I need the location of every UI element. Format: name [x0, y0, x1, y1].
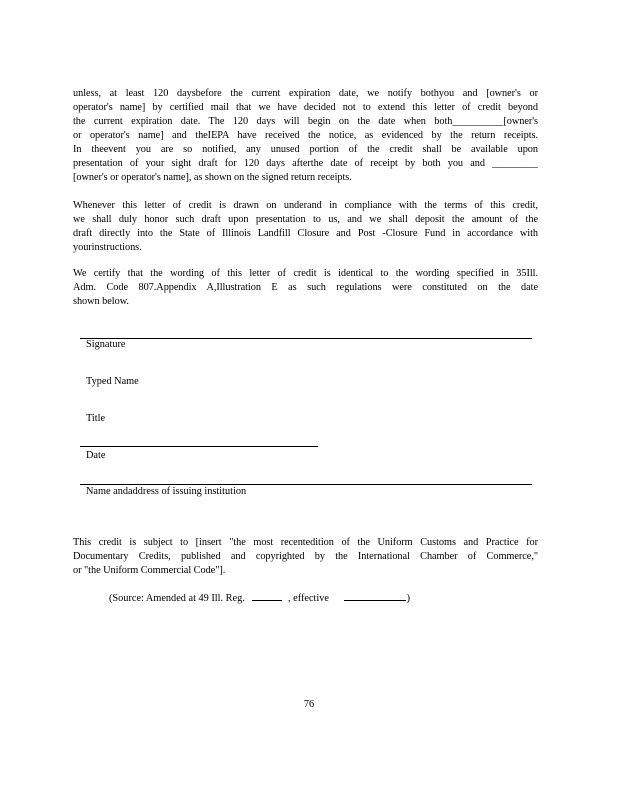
paragraph-line: presentation of your sight draft for 120 days afterthe date of receipt by both you and _________ — [73, 158, 538, 169]
governing-rules-paragraph — [73, 536, 538, 578]
source-note-suffix: ) — [406, 593, 410, 604]
signature-line — [80, 338, 532, 339]
institution-line — [80, 484, 532, 485]
date-label: Date — [86, 450, 106, 461]
title-label: Title — [86, 413, 106, 424]
expiration-notice-paragraph — [73, 87, 538, 185]
paragraph-line: draft directly into the State of Illinois Landfill Closure and Post -Closure Fund in accordance with — [73, 228, 538, 239]
institution-label: Name andaddress of issuing institution — [86, 486, 247, 497]
source-note — [109, 591, 410, 606]
paragraph-line: operator's name] by certified mail that we have decided not to extend this letter of credit beyond — [73, 102, 538, 113]
source-note-middle: , effective — [288, 593, 329, 604]
paragraph-line: Adm. Code 807.Appendix A,Illustration E as such regulations were constituted on the date — [73, 282, 538, 293]
paragraph-line: In theevent you are so notified, any unused portion of the credit shall be available upon — [73, 144, 538, 155]
paragraph-line: This credit is subject to [insert "the most recentedition of the Uniform Customs and Practice for — [73, 537, 538, 548]
paragraph-line: Whenever this letter of credit is drawn on underand in compliance with the terms of this credit, — [73, 200, 538, 211]
paragraph-line: shown below. — [73, 296, 129, 307]
register-blank — [252, 591, 282, 601]
paragraph-line: we shall duly honor such draft upon presentation to us, and we shall deposit the amount of the — [73, 214, 538, 225]
certification-paragraph — [73, 267, 538, 309]
typed-name-label: Typed Name — [86, 376, 139, 387]
draft-honor-paragraph — [73, 199, 538, 255]
paragraph-line: Documentary Credits, published and copyrighted by the International Chamber of Commerce," — [73, 551, 538, 562]
effective-date-blank — [344, 591, 406, 601]
paragraph-line: unless, at least 120 daysbefore the current expiration date, we notify bothyou and [owner's or — [73, 88, 538, 99]
paragraph-line: [owner's or operator's name], as shown on the signed return receipts. — [73, 172, 352, 183]
paragraph-line: We certify that the wording of this letter of credit is identical to the wording specified in 35Ill. — [73, 268, 538, 279]
paragraph-line: the current expiration date. The 120 days will begin on the date when both__________[owner's — [73, 116, 538, 127]
signature-label: Signature — [86, 339, 126, 350]
date-line — [80, 446, 318, 447]
source-note-prefix: (Source: Amended at 49 Ill. Reg. — [109, 593, 245, 604]
page-number: 76 — [303, 699, 315, 710]
paragraph-line: yourinstructions. — [73, 242, 142, 253]
paragraph-line: or operator's name] and theIEPA have received the notice, as evidenced by the return receipts. — [73, 130, 538, 141]
paragraph-line: or "the Uniform Commercial Code"]. — [73, 565, 226, 576]
